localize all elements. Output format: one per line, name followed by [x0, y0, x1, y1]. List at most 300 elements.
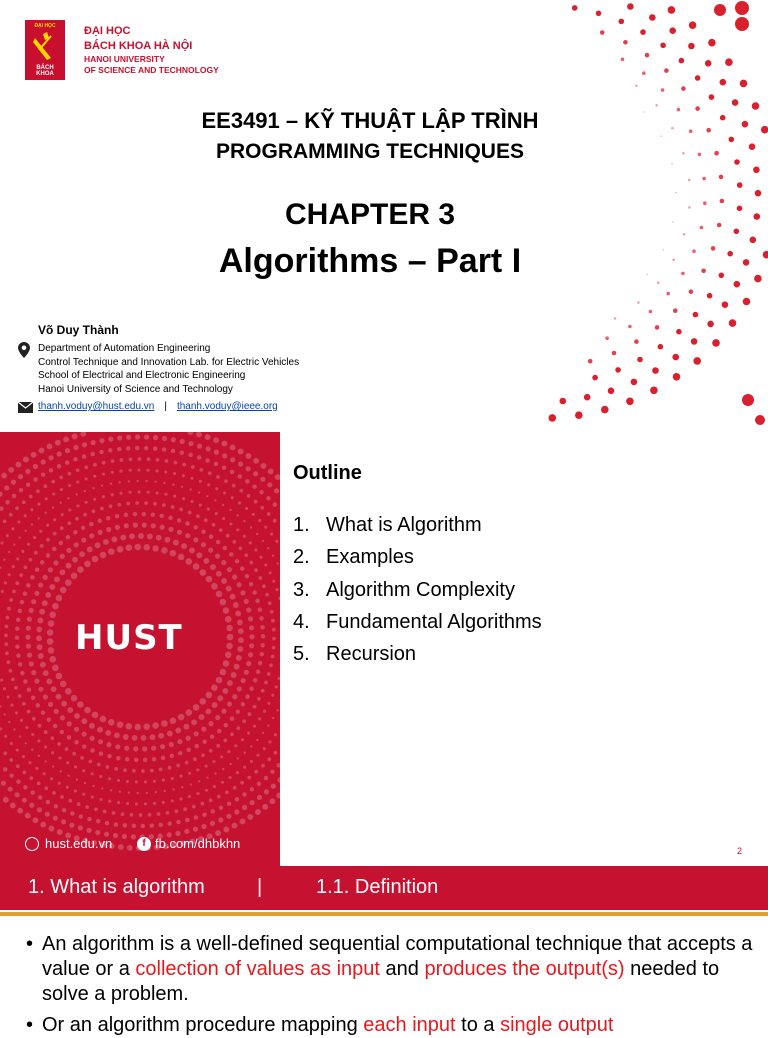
decorative-dot [158, 823, 163, 828]
decorative-dot [83, 513, 87, 517]
decorative-dot [56, 673, 63, 680]
decorative-dot [244, 599, 249, 604]
decorative-dot [172, 788, 174, 790]
decorative-dot [254, 568, 258, 572]
decorative-dot [627, 3, 634, 10]
decorative-dot [186, 709, 193, 716]
decorative-dot [117, 435, 122, 440]
decorative-dot [142, 746, 147, 751]
decorative-dot [24, 565, 28, 569]
decorative-dot [129, 457, 133, 461]
decorative-dot [702, 177, 706, 181]
decorative-dot [84, 707, 91, 714]
outline-item-label: Algorithm Complexity [326, 578, 515, 601]
decorative-dot [750, 237, 757, 244]
decorative-dot [217, 795, 221, 799]
decorative-dot [162, 779, 165, 782]
decorative-dot [249, 634, 254, 639]
decorative-dot [170, 718, 177, 725]
decorative-dot [193, 537, 198, 542]
decorative-dot [226, 586, 232, 592]
decorative-dot [42, 600, 48, 606]
decorative-dot [72, 433, 78, 439]
decorative-dot [190, 488, 192, 490]
decorative-dot [13, 728, 15, 730]
decorative-dot [220, 599, 227, 606]
decorative-dot [237, 757, 239, 759]
decorative-dot [692, 249, 696, 253]
decorative-dot [243, 535, 246, 538]
decorative-dot [26, 644, 31, 649]
decorative-dot [729, 319, 737, 327]
decorative-dot [273, 519, 277, 523]
decorative-dot [20, 719, 23, 722]
decorative-dot [76, 504, 79, 507]
author-name: Võ Duy Thành [38, 323, 119, 337]
decorative-dot [53, 724, 58, 729]
outline-item-number: 3. [293, 578, 310, 601]
outline-list [293, 514, 542, 675]
decorative-dot [57, 451, 62, 456]
decorative-dot [162, 503, 166, 507]
bullet-item [26, 932, 756, 1007]
decorative-dot [45, 760, 47, 762]
decorative-dot [631, 379, 638, 386]
outline-item [293, 546, 542, 578]
decorative-dot [727, 251, 733, 257]
decorative-dot [270, 610, 274, 614]
decorative-dot [226, 643, 233, 650]
decorative-dot [277, 709, 279, 711]
decorative-dot [166, 811, 170, 815]
decorative-dot [87, 817, 92, 822]
decorative-dot [24, 514, 27, 517]
decorative-dot [623, 40, 628, 45]
decorative-dot [27, 653, 32, 658]
decorative-dot [82, 454, 87, 459]
decorative-dot [40, 662, 46, 668]
decorative-dot [260, 556, 263, 559]
decorative-dot [31, 696, 36, 701]
decorative-dot [11, 480, 16, 485]
decorative-dot [137, 480, 139, 482]
decorative-dot [693, 312, 699, 318]
decorative-dot [703, 201, 707, 205]
decorative-dot [196, 792, 199, 795]
decorative-dot [38, 687, 43, 692]
decorative-dot [170, 550, 177, 557]
outline-item-label: What is Algorithm [326, 514, 482, 536]
decorative-dot [135, 780, 138, 783]
decorative-dot [178, 714, 185, 721]
decorative-dot [124, 513, 128, 518]
outline-item-number: 5. [293, 643, 310, 666]
decorative-dot [67, 707, 73, 713]
decorative-dot [231, 496, 234, 499]
decorative-dot [120, 534, 126, 540]
decorative-dot [189, 547, 195, 553]
decorative-dot [668, 6, 676, 14]
outline-item [293, 579, 542, 611]
decorative-dot [661, 88, 665, 92]
decorative-dot [43, 694, 48, 699]
decorative-dot [605, 336, 609, 340]
decorative-dot [15, 644, 20, 649]
decorative-dot [254, 770, 258, 774]
decorative-dot [97, 519, 102, 524]
decorative-dot [247, 494, 251, 498]
decorative-dot [253, 678, 258, 683]
decorative-dot [134, 758, 139, 763]
decorative-dot [222, 465, 227, 470]
decorative-dot [173, 495, 176, 498]
decorative-dot [144, 780, 147, 783]
decorative-dot [698, 153, 702, 157]
decorative-dot [138, 457, 142, 461]
decorative-dot [0, 679, 3, 682]
decorative-dot [84, 782, 86, 784]
decorative-dot [236, 709, 241, 714]
decorative-dot [249, 625, 254, 630]
section-title: 1. What is algorithm [28, 876, 205, 898]
decorative-dot [245, 507, 248, 510]
decorative-dot [735, 1, 749, 15]
decorative-dot [46, 800, 51, 805]
decorative-dot [10, 704, 13, 707]
decorative-dot [226, 625, 233, 632]
decorative-dot [49, 584, 55, 590]
decorative-dot [176, 764, 180, 768]
decorative-dot [77, 701, 84, 708]
decorative-dot [214, 462, 219, 467]
decorative-dot [241, 702, 246, 707]
decorative-dot [152, 545, 159, 552]
decorative-dot [23, 771, 27, 775]
decorative-dot [206, 576, 213, 583]
decorative-dot [12, 565, 15, 568]
decorative-dot [59, 476, 63, 480]
decorative-dot [100, 716, 107, 723]
decorative-dot [125, 757, 130, 762]
decorative-dot [37, 739, 40, 742]
decorative-dot [252, 484, 257, 489]
decorative-dot [264, 681, 268, 685]
decorative-dot [76, 480, 79, 483]
decorative-dot [261, 689, 265, 693]
decorative-dot [201, 529, 206, 534]
decorative-dot [111, 459, 115, 463]
decorative-dot [48, 826, 54, 832]
decorative-dot [142, 523, 147, 528]
decorative-dot [646, 274, 648, 276]
decorative-dot [61, 819, 66, 824]
decorative-dot [20, 671, 25, 676]
decorative-dot [126, 544, 133, 551]
decorative-dot [16, 779, 21, 784]
decorative-dot [177, 530, 182, 535]
decorative-dot [44, 746, 47, 749]
decorative-dot [115, 514, 120, 519]
decorative-dot [53, 560, 58, 565]
decorative-dot [649, 310, 653, 314]
contact-emails [38, 401, 278, 412]
decorative-dot [193, 525, 198, 530]
decorative-dot [52, 547, 57, 552]
decorative-dot [227, 567, 232, 572]
decorative-dot [37, 644, 43, 650]
decorative-dot [60, 681, 67, 688]
decorative-dot [130, 813, 134, 817]
decorative-dot [596, 11, 602, 17]
decorative-dot [118, 844, 124, 850]
decorative-dot [193, 757, 197, 761]
decorative-dot [128, 491, 131, 494]
decorative-dot [66, 548, 71, 553]
decorative-dot [106, 765, 110, 769]
decorative-dot [277, 677, 280, 680]
decorative-dot [592, 375, 598, 381]
decorative-dot [59, 541, 64, 546]
decorative-dot [245, 574, 250, 579]
decorative-dot [12, 590, 16, 594]
decorative-dot [250, 800, 255, 805]
decorative-dot [272, 628, 276, 632]
decorative-dot [94, 808, 98, 812]
decorative-dot [161, 756, 166, 761]
decorative-dot [67, 497, 69, 499]
decorative-dot [60, 715, 65, 720]
decorative-dot [755, 415, 765, 425]
decorative-dot [62, 808, 67, 813]
bullet-text-part: An algorithm is a well-defined sequential computational technique that accepts a value or a [42, 933, 753, 980]
decorative-dot [236, 655, 242, 661]
decorative-dot [249, 686, 254, 691]
decorative-dot [742, 121, 749, 128]
decorative-dot [196, 552, 202, 558]
decorative-dot [8, 551, 10, 553]
outline-item-number: 4. [293, 610, 310, 633]
decorative-dot [669, 27, 676, 34]
decorative-dot [230, 763, 232, 765]
decorative-dot [238, 449, 244, 455]
decorative-dot [676, 329, 682, 335]
decorative-dot [608, 388, 615, 395]
decorative-dot [71, 573, 78, 580]
decorative-dot [59, 502, 61, 504]
decorative-dot [153, 435, 158, 440]
decorative-dot [224, 479, 228, 483]
decorative-dot [98, 530, 103, 535]
decorative-dot [9, 773, 14, 778]
decorative-dot [43, 772, 46, 775]
decorative-dot [274, 733, 277, 736]
decorative-dot [649, 14, 656, 21]
decorative-dot [655, 104, 658, 107]
decorative-dot [262, 584, 266, 588]
decorative-dot [75, 517, 79, 521]
decorative-dot [230, 594, 236, 600]
decorative-dot [256, 670, 261, 675]
decorative-dot [44, 730, 48, 734]
decorative-dot [123, 734, 129, 740]
decorative-dot [220, 755, 223, 758]
decorative-dot [241, 678, 246, 683]
decorative-dot [257, 782, 262, 787]
outline-item-number: 1. [293, 514, 310, 536]
decorative-dot [222, 453, 227, 458]
decorative-dot [126, 502, 130, 506]
decorative-dot [143, 544, 150, 551]
decorative-dot [194, 731, 199, 736]
decorative-dot [55, 440, 61, 446]
decorative-dot [660, 135, 662, 137]
decorative-dot [105, 730, 111, 736]
decorative-dot [209, 799, 213, 803]
decorative-dot [38, 724, 42, 728]
decorative-dot [114, 822, 119, 827]
decorative-dot [128, 480, 130, 482]
decorative-dot [264, 526, 267, 529]
decorative-dot [200, 468, 204, 472]
decorative-dot [66, 786, 69, 789]
decorative-dot [16, 617, 21, 622]
decorative-dot [91, 772, 94, 775]
decorative-dot [117, 779, 120, 782]
decorative-dot [143, 758, 148, 763]
decorative-dot [257, 697, 261, 701]
outline-item [293, 514, 542, 546]
decorative-dot [92, 487, 94, 489]
decorative-dot [230, 444, 236, 450]
decorative-dot [264, 776, 269, 781]
decorative-dot [230, 457, 235, 462]
definition-body [26, 932, 756, 1038]
decorative-dot [49, 468, 54, 473]
decorative-dot [274, 751, 278, 755]
decorative-dot [201, 542, 206, 547]
decorative-dot [734, 159, 740, 165]
decorative-dot [91, 440, 96, 445]
decorative-dot [247, 776, 251, 780]
decorative-dot [740, 80, 748, 88]
decorative-dot [241, 738, 244, 741]
decorative-dot [81, 718, 87, 724]
decorative-dot [259, 490, 264, 495]
decorative-dot [270, 770, 275, 775]
decorative-dot [25, 635, 30, 640]
decorative-dot [26, 626, 31, 631]
decorative-dot [693, 357, 701, 365]
decorative-dot [720, 79, 727, 86]
decorative-dot [97, 727, 103, 733]
decorative-dot [238, 637, 244, 643]
decorative-dot [46, 538, 50, 542]
decorative-dot [106, 516, 111, 521]
decorative-dot [4, 634, 8, 638]
decorative-dot [203, 558, 209, 564]
decorative-dot [139, 813, 143, 817]
decorative-dot [4, 581, 7, 584]
decorative-dot [252, 590, 257, 595]
decorative-dot [50, 612, 57, 619]
decorative-dot [15, 626, 20, 631]
email-separator: | [164, 401, 167, 412]
decorative-dot [689, 129, 693, 133]
decorative-dot [121, 812, 125, 816]
decorative-dot [63, 436, 69, 442]
decorative-dot [36, 626, 42, 632]
decorative-dot [80, 756, 84, 760]
decorative-dot [126, 435, 131, 440]
decorative-dot [25, 726, 28, 729]
decorative-dot [258, 717, 261, 720]
decorative-dot [236, 726, 240, 730]
decorative-dot [254, 500, 258, 504]
decorative-dot [276, 562, 278, 564]
decorative-dot [275, 588, 278, 591]
decorative-dot [242, 792, 247, 797]
decorative-dot [65, 747, 69, 751]
decorative-dot [229, 522, 232, 525]
decorative-dot [271, 694, 274, 697]
decorative-dot [99, 450, 104, 455]
decorative-dot [707, 321, 714, 328]
email-link-hust[interactable]: thanh.voduy@hust.edu.vn [38, 401, 155, 412]
decorative-dot [162, 801, 165, 804]
decorative-dot [160, 744, 165, 749]
decorative-dot [254, 548, 257, 551]
decorative-dot [73, 530, 78, 535]
decorative-dot [32, 817, 38, 823]
decorative-dot [188, 795, 191, 798]
decorative-dot [103, 539, 109, 545]
decorative-dot [234, 664, 240, 670]
decorative-dot [126, 802, 129, 805]
decorative-dot [214, 499, 216, 501]
decorative-dot [164, 470, 167, 473]
decorative-dot [225, 652, 232, 659]
decorative-dot [0, 541, 3, 544]
decorative-dot [255, 599, 260, 604]
university-en-line1: HANOI UNIVERSITY [84, 54, 165, 64]
decorative-dot [50, 656, 57, 663]
decorative-dot [25, 813, 31, 819]
decorative-dot [240, 590, 245, 595]
decorative-dot [267, 702, 270, 705]
decorative-dot [185, 818, 190, 823]
decorative-dot [30, 508, 33, 511]
decorative-dot [58, 782, 61, 785]
decorative-dot [60, 526, 64, 530]
decorative-dot [664, 68, 669, 73]
decorative-dot [67, 721, 72, 726]
decorative-dot [205, 789, 208, 792]
email-link-ieee[interactable]: thanh.voduy@ieee.org [176, 401, 278, 412]
decorative-dot [252, 513, 255, 516]
decorative-dot [15, 711, 18, 714]
decorative-dot [238, 474, 243, 479]
highlight-text: produces the output(s) [424, 958, 625, 980]
decorative-dot [672, 354, 679, 361]
decorative-dot [210, 821, 215, 826]
decorative-dot [248, 712, 252, 716]
decorative-dot [708, 39, 716, 47]
decorative-dot [48, 620, 55, 627]
decorative-dot [575, 411, 583, 419]
decorative-dot [197, 455, 202, 460]
decorative-dot [38, 755, 40, 757]
decorative-dot [147, 534, 153, 540]
